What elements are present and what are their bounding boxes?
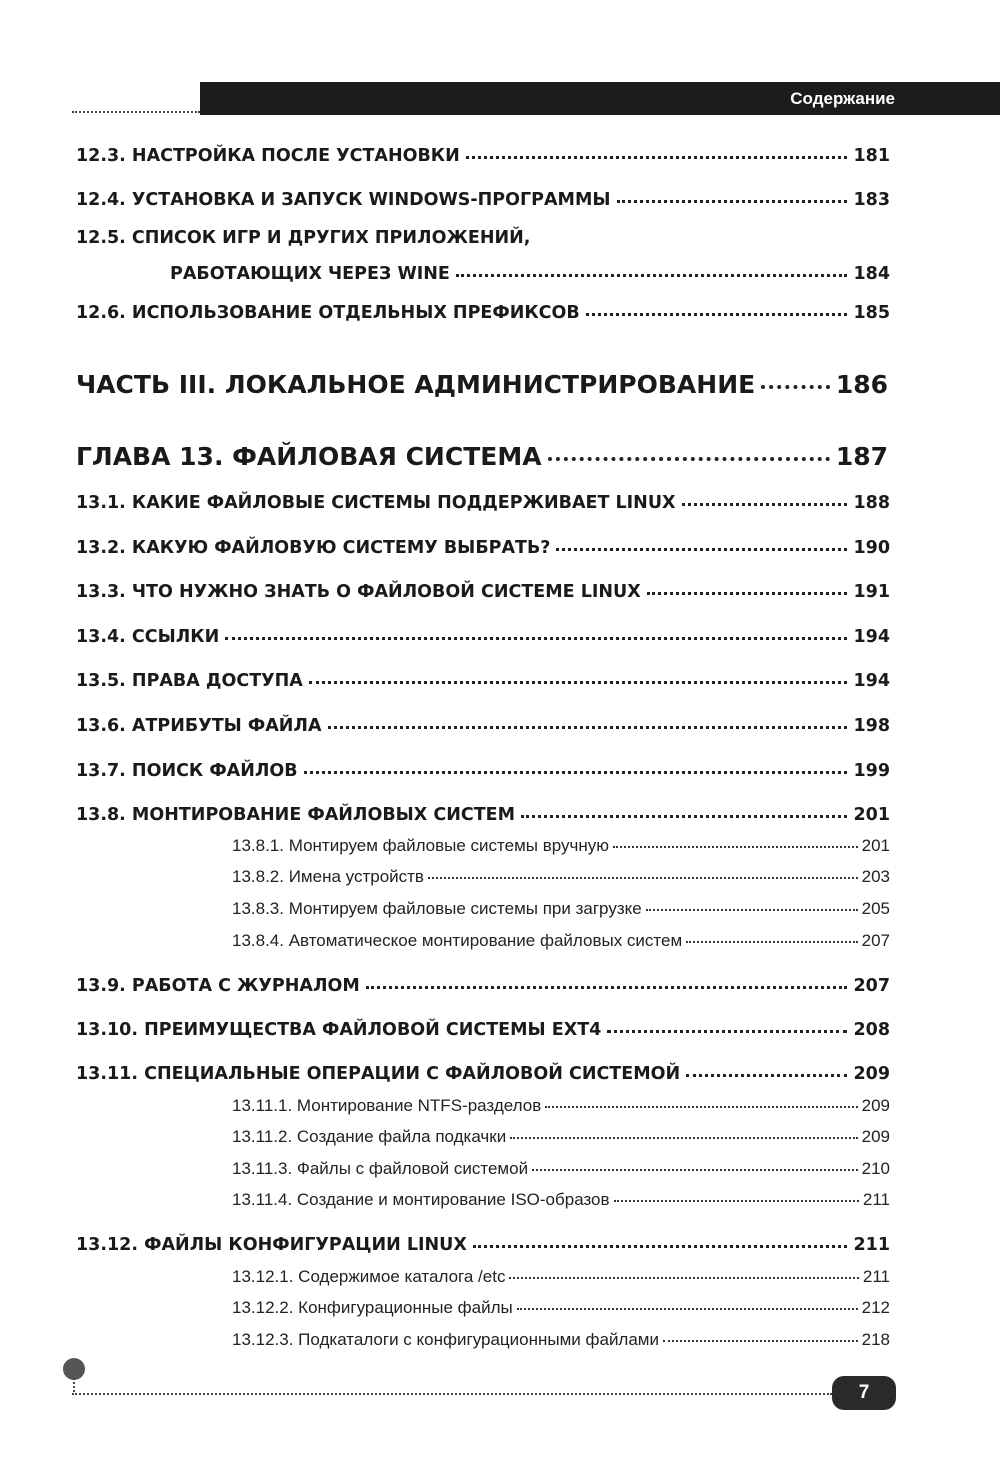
toc-entry-title: 13.3. ЧТО НУЖНО ЗНАТЬ О ФАЙЛОВОЙ СИСТЕМЕ LINUX	[76, 581, 641, 602]
toc-entry-page: 208	[853, 1019, 890, 1040]
dot-leader	[456, 256, 848, 277]
dot-leader	[309, 663, 848, 684]
toc-entry-13-8-2[interactable]	[232, 863, 890, 887]
toc-entry-13-8-3[interactable]	[232, 895, 890, 919]
toc-entry-title: 13.5. ПРАВА ДОСТУПА	[76, 670, 303, 691]
dot-leader	[646, 892, 858, 911]
toc-entry-page: 203	[861, 867, 890, 886]
toc-chapter-page: 187	[835, 442, 888, 471]
toc-entry-13-3[interactable]	[76, 576, 890, 602]
running-header-title: Содержание	[790, 89, 895, 108]
toc-entry-page: 207	[861, 931, 890, 950]
toc-entry-12-5[interactable]	[76, 228, 890, 284]
toc-entry-page: 181	[853, 145, 890, 166]
toc-entry-13-11-4[interactable]	[232, 1186, 890, 1210]
toc-part-title: ЧАСТЬ III. ЛОКАЛЬНОЕ АДМИНИСТРИРОВАНИЕ	[76, 370, 756, 399]
toc-entry-title: 13.2. КАКУЮ ФАЙЛОВУЮ СИСТЕМУ ВЫБРАТЬ?	[76, 537, 551, 558]
toc-entry-title: 13.1. КАКИЕ ФАЙЛОВЫЕ СИСТЕМЫ ПОДДЕРЖИВАЕТ LINUX	[76, 492, 676, 513]
dot-leader	[510, 1120, 857, 1139]
dot-leader	[663, 1323, 858, 1342]
dot-leader	[613, 829, 858, 848]
toc-entry-page: 211	[862, 1267, 890, 1286]
toc-entry-page: 211	[862, 1190, 890, 1209]
toc-entry-title: 13.7. ПОИСК ФАЙЛОВ	[76, 760, 298, 781]
dot-leader	[607, 1012, 847, 1033]
toc-entry-title: 13.12.1. Содержимое каталога /etc	[232, 1267, 506, 1286]
toc-entry-page: 185	[853, 302, 890, 323]
toc-entry-page: 190	[853, 537, 890, 558]
toc-entry-page: 201	[861, 836, 890, 855]
toc-entry-12-4[interactable]	[76, 184, 890, 210]
toc-entry-13-7[interactable]	[76, 755, 890, 781]
toc-entry-page: 201	[853, 804, 890, 825]
dot-leader	[556, 530, 847, 551]
toc-entry-title: 12.6. ИСПОЛЬЗОВАНИЕ ОТДЕЛЬНЫХ ПРЕФИКСОВ	[76, 302, 580, 323]
page-number-badge	[832, 1376, 896, 1410]
toc-entry-page: 183	[853, 189, 890, 210]
toc-entry-title: 13.11.3. Файлы с файловой системой	[232, 1159, 529, 1178]
dot-leader	[686, 1056, 847, 1077]
toc-entry-title-continued: РАБОТАЮЩИХ ЧЕРЕЗ WINE	[170, 263, 450, 284]
toc-entry-13-8[interactable]	[76, 799, 890, 825]
toc-entry-page: 194	[853, 670, 890, 691]
dot-leader	[617, 182, 848, 203]
toc-entry-title: 13.11.1. Монтирование NTFS-разделов	[232, 1096, 542, 1115]
toc-entry-title: 13.12. ФАЙЛЫ КОНФИГУРАЦИИ LINUX	[76, 1234, 467, 1255]
toc-entry-title: 13.11.4. Создание и монтирование ISO-образов	[232, 1190, 610, 1209]
toc-entry-13-12-3[interactable]	[232, 1326, 890, 1350]
dot-leader	[647, 574, 848, 595]
dot-leader	[225, 619, 847, 640]
toc-entry-page: 211	[853, 1234, 890, 1255]
dot-leader	[473, 1227, 848, 1248]
toc-entry-title: 13.6. АТРИБУТЫ ФАЙЛА	[76, 715, 322, 736]
toc-entry-13-12[interactable]	[76, 1229, 890, 1255]
toc-entry-page: 218	[861, 1330, 890, 1349]
toc-entry-13-5[interactable]	[76, 665, 890, 691]
toc-entry-13-11-3[interactable]	[232, 1155, 890, 1179]
toc-entry-13-9[interactable]	[76, 970, 890, 996]
dot-leader	[545, 1089, 857, 1108]
toc-part-3[interactable]	[76, 364, 888, 399]
toc-entry-page: 194	[853, 626, 890, 647]
toc-entry-13-8-1[interactable]	[232, 832, 890, 856]
toc-entry-title: 13.4. ССЫЛКИ	[76, 626, 220, 647]
dot-leader	[682, 485, 848, 506]
toc-entry-title: 13.8.2. Имена устройств	[232, 867, 424, 886]
toc-entry-12-6[interactable]	[76, 297, 890, 323]
toc-part-page: 186	[835, 370, 888, 399]
toc-entry-13-11-2[interactable]	[232, 1123, 890, 1147]
toc-entry-title: 13.8.1. Монтируем файловые системы вручную	[232, 836, 610, 855]
dot-leader	[586, 295, 848, 316]
toc-entry-page: 209	[853, 1063, 890, 1084]
toc-entry-13-4[interactable]	[76, 621, 890, 647]
toc-entry-title: 13.11. СПЕЦИАЛЬНЫЕ ОПЕРАЦИИ С ФАЙЛОВОЙ СИСТЕМОЙ	[76, 1063, 681, 1084]
footer-bullet-icon	[63, 1358, 85, 1380]
toc-entry-13-1[interactable]	[76, 487, 890, 513]
toc-entry-12-3[interactable]	[76, 140, 890, 166]
toc-entry-title: 13.8.4. Автоматическое монтирование файловых систем	[232, 931, 683, 950]
toc-entry-13-11[interactable]	[76, 1058, 890, 1084]
header-dotted-rule	[72, 111, 200, 113]
toc-entry-page: 210	[861, 1159, 890, 1178]
toc-entry-title: 13.9. РАБОТА С ЖУРНАЛОМ	[76, 975, 360, 996]
dot-leader	[532, 1152, 858, 1171]
toc-entry-title: 13.8.3. Монтируем файловые системы при загрузке	[232, 899, 642, 918]
toc-entry-page: 212	[861, 1298, 890, 1317]
toc-entry-title: 13.12.2. Конфигурационные файлы	[232, 1298, 513, 1317]
toc-entry-page: 184	[853, 263, 890, 284]
toc-entry-13-6[interactable]	[76, 710, 890, 736]
dot-leader	[466, 138, 848, 159]
toc-entry-title: 13.8. МОНТИРОВАНИЕ ФАЙЛОВЫХ СИСТЕМ	[76, 804, 516, 825]
toc-entry-title: 13.11.2. Создание файла подкачки	[232, 1127, 507, 1146]
toc-entry-page: 191	[853, 581, 890, 602]
toc-entry-title: 13.12.3. Подкаталоги с конфигурационными файлами	[232, 1330, 659, 1349]
toc-chapter-13[interactable]	[76, 436, 888, 471]
toc-entry-page: 188	[853, 492, 890, 513]
dot-leader	[614, 1183, 859, 1202]
toc-entry-13-12-1[interactable]	[232, 1263, 890, 1287]
footer-dotted-rule	[72, 1393, 832, 1395]
toc-entry-title: 12.3. НАСТРОЙКА ПОСЛЕ УСТАНОВКИ	[76, 145, 460, 166]
dot-leader	[509, 1260, 858, 1279]
toc-entry-13-2[interactable]	[76, 532, 890, 558]
toc-entry-title: 12.5. СПИСОК ИГР И ДРУГИХ ПРИЛОЖЕНИЙ,	[76, 228, 531, 248]
toc-entry-page: 205	[861, 899, 890, 918]
toc-entry-title: 12.4. УСТАНОВКА И ЗАПУСК WINDOWS-ПРОГРАММЫ	[76, 189, 611, 210]
toc-entry-13-8-4[interactable]	[232, 927, 890, 951]
dot-leader	[521, 797, 847, 818]
dot-leader	[304, 753, 848, 774]
page-number: 7	[858, 1382, 870, 1403]
toc-entry-13-10[interactable]	[76, 1014, 890, 1040]
dot-leader	[517, 1291, 858, 1310]
toc-entry-title: 13.10. ПРЕИМУЩЕСТВА ФАЙЛОВОЙ СИСТЕМЫ EXT4	[76, 1019, 602, 1040]
dot-leader	[328, 708, 848, 729]
toc-entry-page: 209	[861, 1127, 890, 1146]
toc-entry-13-12-2[interactable]	[232, 1294, 890, 1318]
toc-entry-page: 198	[853, 715, 890, 736]
toc-entry-13-11-1[interactable]	[232, 1092, 890, 1116]
dot-leader	[428, 860, 858, 879]
toc-chapter-title: ГЛАВА 13. ФАЙЛОВАЯ СИСТЕМА	[76, 442, 542, 471]
running-header	[200, 82, 1000, 115]
dot-leader	[366, 968, 848, 989]
dot-leader	[548, 432, 830, 461]
toc-entry-page: 199	[853, 760, 890, 781]
toc-entry-page: 209	[861, 1096, 890, 1115]
dot-leader	[686, 924, 857, 943]
toc-entry-page: 207	[853, 975, 890, 996]
footer-stem	[73, 1378, 75, 1392]
dot-leader	[761, 360, 830, 389]
